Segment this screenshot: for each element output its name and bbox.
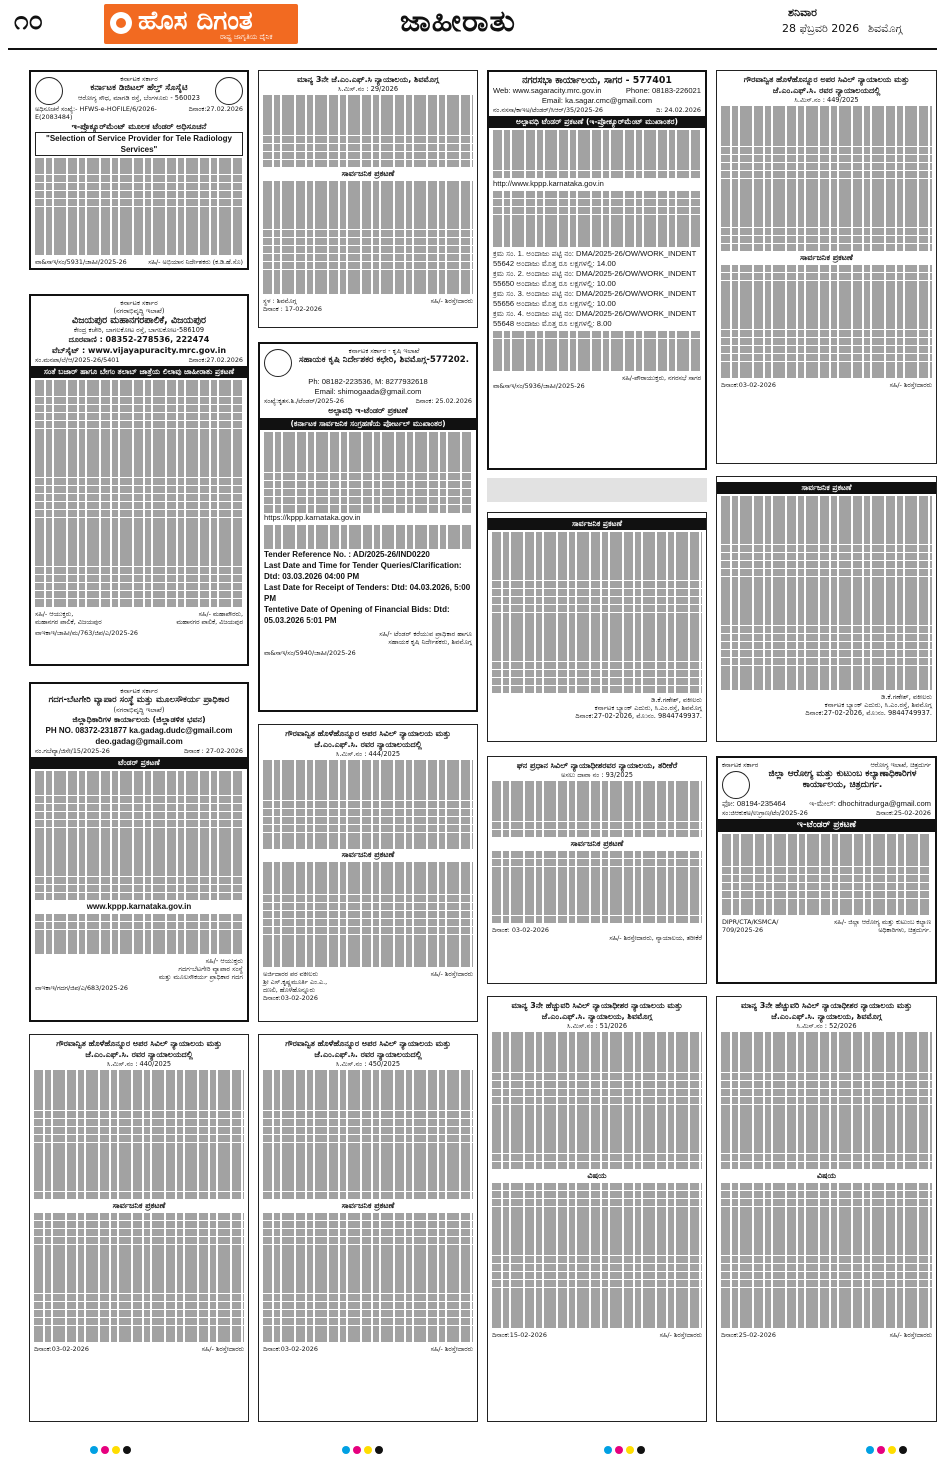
issue-date: 28 ಫೆಬ್ರವರಿ 2026 <box>782 22 860 35</box>
ad-org-right: ಆರೋಗ್ಯ ಇಲಾಖೆ, ಚಿತ್ರದುರ್ಗ <box>870 761 931 769</box>
registration-marks <box>90 1446 131 1454</box>
court-name: ಮಾನ್ಯ 3ನೇ ಹೆಚ್ಚುವರಿ ಸಿವಿಲ್ ನ್ಯಾಯಾಧೀಶರ ನ್ಯಾಯಾಲಯ ಮತ್ತು ಜೆ.ಎಂ.ಎಫ್.ಸಿ. ನ್ಯಾಯಾಲಯ, ಶಿವಮೊಗ್ಗ <box>511 1001 683 1021</box>
case-number: ಸಿ.ಮಿಸ್.ನಂ : 51/2026 <box>566 1022 628 1030</box>
case-number: ಸಿ.ಮಿಸ್.ನಂ : 29/2026 <box>337 85 399 93</box>
ad-org: ಕರ್ನಾಟಕ ಸರ್ಕಾರ - ಕೃಷಿ ಇಲಾಖೆ <box>348 347 420 355</box>
registration-marks <box>604 1446 645 1454</box>
court-notice-449 <box>716 70 937 464</box>
health-society-ad <box>29 70 249 270</box>
notice-heading: ಸಾರ್ವಜನಿಕ ಪ್ರಕಟಣೆ <box>717 482 936 494</box>
court-name: ಗೌರವಾನ್ವಿತ ಹೊಳೆಹೊನ್ನೂರ ಅಪರ ಸಿವಿಲ್ ನ್ಯಾಯಾಲಯ ಮತ್ತು ಜೆ.ಎಂ.ಎಫ್.ಸಿ. ರವರ ನ್ಯಾಯಾಲಯದಲ್ಲಿ <box>285 1039 451 1059</box>
ad-org: ಕರ್ನಾಟಕ ಸರ್ಕಾರ <box>120 75 158 83</box>
ad-ref: ನಂ.ಗಬೆವ್ಯಾ/ಜಿಸೇ/15/2025-26 <box>35 747 110 756</box>
ad-portal: http://www.kppp.karnataka.gov.in <box>493 178 604 188</box>
ad-body <box>35 158 243 255</box>
notice-sign: ಸಹಿ/- ಶಿರಸ್ತೇದಾರರು <box>889 1330 932 1339</box>
ad-org: ಕರ್ನಾಟಕ ಸರ್ಕಾರ <box>120 299 158 307</box>
notice-date: ದಿನಾಂಕ: 03-02-2026 <box>492 926 549 935</box>
ad-ref-date: ದಿನಾಂಕ:27.02.2026 <box>188 356 243 365</box>
issue-day: ಶನಿವಾರ <box>788 6 817 19</box>
ad-title: ಜಿಲ್ಲಾ ಆರೋಗ್ಯ ಮತ್ತು ಕುಟುಂಬ ಕಲ್ಯಾಣಾಧಿಕಾರಿಗಳ ಕಾರ್ಯಾಲಯ, ಚಿತ್ರದುರ್ಗ. <box>768 769 917 791</box>
court-notice-51 <box>487 996 707 1422</box>
ad-email: Email: ka.sagar.cmc@gmail.com <box>541 96 653 105</box>
notice-sign: ಡಿ.ಕೆ.ಗಣೇಶ್, ವಕೀಲರು <box>881 692 932 701</box>
case-number: ಸಿ.ಮಿಸ್.ನಂ : 52/2026 <box>796 1022 857 1030</box>
notice-heading: ಸಾರ್ವಜನಿಕ ಪ್ರಕಟಣೆ <box>488 518 706 530</box>
society-logo-icon <box>215 77 243 105</box>
ad-address: ಆರೋಗ್ಯ ಸೌಧ, ಮಾಗಡಿ ರಸ್ತೆ, ಬೆಂಗಳೂರು - 560023 <box>78 94 200 103</box>
notice-sign: ಡಿ.ಕೆ.ಗಣೇಶ್, ವಕೀಲರು <box>651 696 702 705</box>
registration-marks <box>342 1446 383 1454</box>
ad-org: ಕರ್ನಾಟಕ ಸರ್ಕಾರ <box>722 761 759 769</box>
ad-phone: ದೂರವಾಣಿ : 08352-278536, 222474 <box>68 335 210 345</box>
notice-heading: ಸಾರ್ವಜನಿಕ ಪ್ರಕಟಣೆ <box>112 1200 166 1210</box>
agriculture-ad <box>258 342 478 712</box>
notice-sign: ಸಹಿ/- ಶಿರಸ್ತೇದಾರರು <box>430 296 473 305</box>
lawyer-name: ಶ್ರೀ ಎಸ್.ಕೃಷ್ಣಮೂರ್ತಿ ಎಂ.ಎ., <box>263 977 328 986</box>
case-number: ಅಸಲು ದಾವಾ ನಂ : 93/2025 <box>561 771 633 779</box>
ad-ref: ಸಂ:ಜಿಆಕುಕಅ/ಉಗ್ರಾಣ/ಟೆಂ/2025-26 <box>722 809 808 818</box>
brand-name: ಹೊಸ ದಿಗಂತ <box>138 6 253 36</box>
ad-signatory: ಸಹಿ/- ಅಭಿಯಾನ ನಿರ್ದೇಶಕರು (ಕ.ಡಿ.ಹೆ.ಸೊ) <box>148 258 243 266</box>
ad-email: Email: shimogaada@gmail.com <box>314 387 422 396</box>
ad-footer-ref: ವಾ&ಸಾಇ/ಸಂ/5931/ಜಾಹೀ/2025-26 <box>35 258 127 266</box>
lawyer-label: ಅರ್ಜಿದಾರರ ಪರ ವಕೀಲರು <box>263 969 318 978</box>
ad-sign-3: ಮತ್ತು ಮೂಲಸೌಕರ್ಯ ಪ್ರಾಧಿಕಾರ ಗದಗ <box>158 972 243 981</box>
ad-title: ಕರ್ನಾಟಕ ಡಿಜಿಟಲ್ ಹೆಲ್ತ್ ಸೊಸೈಟಿ <box>90 83 188 94</box>
notice-heading: ವಿಷಯ <box>816 1170 837 1180</box>
tender-receipt-date: Last Date for Receipt of Tenders: Dtd: 04.03.2026, 5:00 PM <box>264 583 471 604</box>
notice-address: ಕರ್ನಾಟಕ ಬ್ಯಾಂಕ್ ಎದುರು, ಸಿ.ಎಂ.ರಸ್ತೆ, ಶಿವಮೊಗ್ಗ <box>824 700 932 709</box>
ad-band: ಟೆಂಡರ್ ಪ್ರಕಟಣೆ <box>31 757 247 769</box>
tender-opening-date: Tentetive Date of Opening of Financial Bids: Dtd: 05.03.2026 5:01 PM <box>264 605 450 626</box>
notice-sign: ಸಹಿ/- ಶಿರಸ್ತೇದಾರರು <box>659 1330 702 1339</box>
court-name: ಘನ ಪ್ರಧಾನ ಸಿವಿಲ್ ನ್ಯಾಯಾಧೀಶರವರ ನ್ಯಾಯಾಲಯ, ತರೀಕೆರೆ <box>516 761 678 770</box>
ad-band: ಅಲ್ಪಾವಧಿ ಟೆಂಡರ್ ಪ್ರಕಟಣೆ (ಇ-ಪ್ರೋಕ್ಯೂರ್‌ಮೆಂಟ್ ಮುಖಾಂತರ) <box>489 116 705 128</box>
court-name: ಮಾನ್ಯ 3ನೇ ಹೆಚ್ಚುವರಿ ಸಿವಿಲ್ ನ್ಯಾಯಾಧೀಶರ ನ್ಯಾಯಾಲಯ ಮತ್ತು ಜೆ.ಎಂ.ಎಫ್.ಸಿ. ನ್ಯಾಯಾಲಯ, ಶಿವಮೊಗ್ಗ <box>741 1001 912 1021</box>
sagar-tender-ad <box>487 70 707 470</box>
ad-phone: PH NO. 08372-231877 ka.gadag.dudc@gmail.com <box>45 726 233 736</box>
brand-tagline: ರಾಷ್ಟ್ರ ಜಾಗೃತಿಯ ದೈನಿಕ <box>220 33 273 41</box>
government-emblem-icon <box>35 77 63 105</box>
public-notice-bank <box>487 512 707 742</box>
ad-headline: ಸಂತೆ ಬಜಾರ್ ಹಾಗೂ ಬೇಗಂ ತಲಾಬ್ ಜಾತ್ರೆಯ ಲಿಲಾವು ಜಾಹೀರಾತು ಪ್ರಕಟಣೆ <box>31 366 247 378</box>
notice-date: ದಿನಾಂಕ:03-02-2026 <box>263 993 318 1002</box>
case-number: ಸಿ.ಮಿಸ್.ನಂ : 444/2025 <box>335 750 401 758</box>
ad-ref-date: ದಿ: 24.02.2026 <box>656 106 701 114</box>
registration-marks <box>866 1446 907 1454</box>
court-notice-tarikere <box>487 756 707 984</box>
ad-ref-date: ದಿನಾಂಕ:25-02-2026 <box>876 809 931 818</box>
ad-sign: ಸಹಿ/-ಪೌರಾಯುಕ್ತರು, ನಗರಸಭೆ ಸಾಗರ <box>621 373 701 382</box>
notice-heading: ಸಾರ್ವಜನಿಕ ಪ್ರಕಟಣೆ <box>341 850 395 860</box>
tender-item: ಕ್ರಮ ಸಂ. 2. ಅಂದಾಜು ಪಟ್ಟಿ ನಂ: DMA/2025-26/OW/WORK_INDENT 55650 ಅಂದಾಜು ಮೊತ್ತ ರೂ ಲಕ್ಷಗಳಲ್ಲಿ: 10.00 <box>493 268 697 288</box>
ad-org: ಕರ್ನಾಟಕ ಸರ್ಕಾರ <box>120 687 158 695</box>
blank-ad-space <box>487 478 707 502</box>
vijayapura-ad <box>29 294 249 666</box>
court-name: ಮಾನ್ಯ 3ನೇ ಜೆ.ಎಂ.ಎಫ್.ಸಿ ನ್ಯಾಯಾಲಯ, ಶಿವಮೊಗ್ಗ <box>297 75 439 84</box>
notice-date: ದಿನಾಂಕ : 17-02-2026 <box>263 304 322 313</box>
ad-ref: ಸಂ.ಮನಪಾ/ಲೆ/ಆ/2025-26/5401 <box>35 356 120 365</box>
notice-date: ದಿನಾಂಕ:15-02-2026 <box>492 1330 547 1339</box>
ad-ref: ಅಧಿಸೂಚನೆ ಸಂಖ್ಯೆ:- HFWS-e-HOFILE/6/2026-E(2083484) <box>35 105 157 122</box>
brand-logo <box>104 4 298 44</box>
government-emblem-icon <box>264 349 292 377</box>
ad-sign-right: ಸಹಿ/- ಮಹಾಪೌರರು, <box>198 609 243 618</box>
ad-sign: ಸಹಿ/- ಆಯುಕ್ತರು <box>205 956 243 965</box>
case-number: ಸಿ.ಮಿಸ್.ನಂ : 440/2025 <box>106 1060 172 1068</box>
notice-sign: ಸಹಿ/- ಶಿರಸ್ತೇದಾರರು <box>201 1344 244 1353</box>
ad-body <box>35 380 243 606</box>
ad-sign-right-2: ಮಹಾನಗರ ಪಾಲಿಕೆ, ವಿಜಯಪುರ <box>176 617 243 626</box>
tender-item: ಕ್ರಮ ಸಂ. 4. ಅಂದಾಜು ಪಟ್ಟಿ ನಂ: DMA/2025-26/OW/WORK_INDENT 55648 ಅಂದಾಜು ಮೊತ್ತ ರೂ ಲಕ್ಷಗಳಲ್ಲಿ: 8.00 <box>493 308 697 328</box>
ad-title: ಗದಗ-ಬೆಟಗೇರಿ ವ್ಯಾಪಾರ ಸಂಸ್ಥೆ ಮತ್ತು ಮೂಲಸೌಕರ್ಯ ಪ್ರಾಧಿಕಾರ <box>48 695 230 706</box>
page-number: ೧೦ <box>14 6 44 36</box>
lawyer-place: ದಣಲಿ, ಹೊಳೆಹೊನ್ನೂರು <box>263 985 315 994</box>
notice-sign: ಸಹಿ/- ಶಿರಸ್ತೇದಾರರು, ನ್ಯಾಯಾಲಯ, ತರೀಕೆರೆ <box>609 934 702 943</box>
chitradurga-health-ad <box>716 756 937 984</box>
court-name: ಗೌರವಾನ್ವಿತ ಹೊಳೆಹೊನ್ನೂರ ಅಪರ ಸಿವಿಲ್ ನ್ಯಾಯಾಲಯ ಮತ್ತು ಜೆ.ಎಂ.ಎಫ್.ಸಿ. ರವರ ನ್ಯಾಯಾಲಯದಲ್ಲಿ <box>743 75 910 95</box>
ad-sign: ಸಹಿ/- ಜಿಲ್ಲಾ ಆರೋಗ್ಯ ಮತ್ತು ಕುಟುಂಬ ಕಲ್ಯಾಣ ಅಧಿಕಾರಿಗಳು, ಚಿತ್ರದುರ್ಗ. <box>834 917 931 934</box>
court-notice-29 <box>258 70 478 328</box>
court-name: ಗೌರವಾನ್ವಿತ ಹೊಳೆಹೊನ್ನೂರ ಅಪರ ಸಿವಿಲ್ ನ್ಯಾಯಾಲಯ ಮತ್ತು ಜೆ.ಎಂ.ಎಫ್.ಸಿ. ರವರ ನ್ಯಾಯಾಲಯದಲ್ಲಿ <box>285 729 451 749</box>
sun-logo-icon <box>110 12 132 34</box>
tender-clarification-date: Last Date and Time for Tender Queries/Clarification: Dtd: 03.03.2026 04:00 PM <box>264 561 462 582</box>
notice-heading: ಸಾರ್ವಜನಿಕ ಪ್ರಕಟಣೆ <box>341 168 395 178</box>
ad-sign-2: ಸಹಾಯಕ ಕೃಷಿ ನಿರ್ದೇಶಕರು, ಶಿವಮೊಗ್ಗ <box>388 638 472 647</box>
section-title: ಜಾಹೀರಾತು <box>400 4 516 39</box>
ad-website: ವೆಬ್‌ಸೈಟ್ : www.vijayapuracity.mrc.gov.in <box>51 346 227 356</box>
tender-item: ಕ್ರಮ ಸಂ. 3. ಅಂದಾಜು ಪಟ್ಟಿ ನಂ: DMA/2025-26/OW/WORK_INDENT 55656 ಅಂದಾಜು ಮೊತ್ತ ರೂ ಲಕ್ಷಗಳಲ್ಲಿ: 10.00 <box>493 288 697 308</box>
notice-heading: ಸಾರ್ವಜನಿಕ ಪ್ರಕಟಣೆ <box>341 1200 395 1210</box>
government-emblem-icon <box>722 771 750 799</box>
tender-ref: Tender Reference No. : AD/2025-26/IND0220 <box>264 550 430 560</box>
gadag-ad <box>29 682 249 1022</box>
ad-website: Web: www.sagaracity.mrc.gov.in <box>493 86 602 95</box>
public-notice-col4 <box>716 476 937 742</box>
court-notice-440 <box>29 1034 249 1422</box>
ad-office: ಜಿಲ್ಲಾಧಿಕಾರಿಗಳ ಕಾರ್ಯಾಲಯ (ಜಿಲ್ಲಾಡಳಿತ ಭವನ) <box>72 715 206 725</box>
ad-sign-2: ಗದಗ-ಬೆಟಗೇರಿ ವ್ಯಾಪಾರ ಸಂಸ್ಥೆ <box>178 964 243 973</box>
ad-phone: ಫೋ: 08194-235464 <box>722 799 786 809</box>
ad-subtitle: (ನಗರಾಭಿವೃದ್ಧಿ ಇಲಾಖೆ) <box>113 706 165 715</box>
notice-date: ದಿನಾಂಕ:03-02-2026 <box>721 380 776 389</box>
case-number: ಸಿ.ಮಿಸ್.ನಂ : 449/2025 <box>794 96 859 104</box>
ad-subtitle: (ನಗರಾಭಿವೃದ್ಧಿ ಇಲಾಖೆ) <box>113 307 165 316</box>
ad-ref: ಸಂಖ್ಯೆ:ಕೃತಸ.ಶಿ./ಟೆಂಡರ್/2025-26 <box>264 397 344 405</box>
notice-place: ಸ್ಥಳ : ಶಿವಮೊಗ್ಗ <box>263 296 297 305</box>
notice-sign: ಸಹಿ/- ಶಿರಸ್ತೇದಾರರು <box>430 969 473 978</box>
page-header <box>0 0 945 52</box>
ad-website: www.kppp.karnataka.gov.in <box>86 901 192 911</box>
edition-city: ಶಿವಮೊಗ್ಗ <box>868 22 903 35</box>
ad-website: https://kppp.karnataka.gov.in <box>264 513 361 523</box>
ad-title: ಸಹಾಯಕ ಕೃಷಿ ನಿರ್ದೇಶಕರ ಕಛೇರಿ, ಶಿವಮೊಗ್ಗ-577202. <box>298 355 470 366</box>
ad-footer-ref: ವಾ&ಸಾಇ/ಸಂ/5940/ಜಾಹೀ/2025-26 <box>264 649 356 658</box>
court-notice-52 <box>716 996 937 1422</box>
ad-footer-ref: ವಾಇಕಾಇ/ಜಾಹೀ/ಮ/763/ಜಿಪ/ಎ/2025-26 <box>35 628 138 637</box>
ad-sign: ಸಹಿ/- ಟೆಂಡರ್ ಕರೆಯುವ ಪ್ರಾಧಿಕಾರ ಹಾಗೂ <box>379 630 472 639</box>
ad-body <box>35 771 243 900</box>
ad-footer-ref: ವಾಇಕಾಇ/ಗದಗ/ಜಿಪ/ಎ/683/2025-26 <box>35 983 128 992</box>
ad-ref-date: ದಿನಾಂಕ : 27-02-2026 <box>184 747 243 756</box>
ad-email: ಇ-ಮೇಲ್: dhochitradurga@gmail.com <box>809 799 931 809</box>
case-number: ಸಿ.ಮಿಸ್.ನಂ : 450/2025 <box>335 1060 401 1068</box>
ad-phone: Ph: 08182-223536, M: 8277932618 <box>308 377 428 386</box>
ad-subject: "Selection of Service Provider for Tele Radiology Services" <box>35 132 243 156</box>
ad-band: ಇ-ಟೆಂಡರ್ ಪ್ರಕಟಣೆ <box>718 819 935 832</box>
notice-date: ದಿನಾಂಕ:27-02-2026, ಮೊ:ನಂ. 9844749937. <box>575 712 702 721</box>
ad-footer-ref: DIPR/CTA/KSMCA/ 709/2025-26 <box>722 917 779 934</box>
notice-date: ದಿನಾಂಕ:03-02-2026 <box>34 1344 89 1353</box>
ad-email: deo.gadag@gmail.com <box>95 737 183 747</box>
ad-sign-left-2: ಮಹಾನಗರ ಪಾಲಿಕೆ, ವಿಜಯಪುರ <box>35 617 102 626</box>
ad-footer-ref: ವಾ&ಸಾಇ/ಸಂ/5936/ಜಾಹೀ/2025-26 <box>493 381 585 390</box>
notice-heading: ಸಾರ್ವಜನಿಕ ಪ್ರಕಟಣೆ <box>800 252 853 262</box>
notice-address: ಕರ್ನಾಟಕ ಬ್ಯಾಂಕ್ ಎದುರು, ಸಿ.ಎಂ.ರಸ್ತೆ, ಶಿವಮೊಗ್ಗ <box>594 704 702 713</box>
court-notice-444 <box>258 724 478 1022</box>
ad-notice: ಇ-ಪ್ರೊಕ್ಯೂರ್‌ಮೆಂಟ್ ಮೂಲಕ ಟೆಂಡರ್ ಅಧಿಸೂಚನೆ <box>71 122 207 132</box>
notice-heading: ವಿಷಯ <box>587 1170 607 1180</box>
notice-sign: ಸಹಿ/- ಶಿರಸ್ತೇದಾರರು <box>430 1344 473 1353</box>
tender-item: ಕ್ರಮ ಸಂ. 1. ಅಂದಾಜು ಪಟ್ಟಿ ನಂ: DMA/2025-26/OW/WORK_INDENT 55642 ಅಂದಾಜು ಮೊತ್ತ ರೂ ಲಕ್ಷಗಳಲ್ಲಿ: 14.00 <box>493 248 697 268</box>
ad-title: ನಗರಸಭಾ ಕಾರ್ಯಾಲಯ, ಸಾಗರ - 577401 <box>522 75 672 86</box>
notice-date: ದಿನಾಂಕ:03-02-2026 <box>263 1344 318 1353</box>
ad-notice: ಅಲ್ಪಾವಧಿ ಇ-ಟೆಂಡರ್ ಪ್ರಕಟಣೆ <box>328 406 408 416</box>
notice-sign: ಸಹಿ/- ಶಿರಸ್ತೇದಾರರು <box>889 380 932 389</box>
court-notice-450 <box>258 1034 478 1422</box>
court-name: ಗೌರವಾನ್ವಿತ ಹೊಳೆಹೊನ್ನೂರ ಅಪರ ಸಿವಿಲ್ ನ್ಯಾಯಾಲಯ ಮತ್ತು ಜೆ.ಎಂ.ಎಫ್.ಸಿ. ರವರ ನ್ಯಾಯಾಲಯದಲ್ಲಿ <box>56 1039 222 1059</box>
ad-ref: ನಂ.ನಸಸಾ/ಕಾಇಅ/ಟೆಂಡರ್/ಸಿಆರ್/35/2025-26 <box>493 106 603 114</box>
ad-sign-left: ಸಹಿ/- ಆಯುಕ್ತರು, <box>35 609 74 618</box>
notice-date: ದಿನಾಂಕ:25-02-2026 <box>721 1330 776 1339</box>
ad-address: ಕೇಂದ್ರ ಕಚೇರಿ, ಬಾಗಲಕೋಟ ರಸ್ತೆ, ಬಾಗಲಕೋಟ-586109 <box>73 326 205 335</box>
ad-phone: Phone: 08183-226021 <box>625 86 701 95</box>
header-rule <box>8 48 937 50</box>
notice-date: ದಿನಾಂಕ:27-02-2026, ಮೊ:ನಂ. 9844749937. <box>805 708 932 717</box>
notice-heading: ಸಾರ್ವಜನಿಕ ಪ್ರಕಟಣೆ <box>570 838 624 848</box>
ad-title: ವಿಜಯಪುರ ಮಹಾನಗರಪಾಲಿಕೆ, ವಿಜಯಪುರ <box>72 315 206 327</box>
ad-ref-date: ದಿನಾಂಕ:27.02.2026 <box>188 105 243 114</box>
ad-ref-date: ದಿನಾಂಕ: 25.02.2026 <box>415 397 472 405</box>
ad-notice-sub: (ಕರ್ನಾಟಕ ಸಾರ್ವಜನಿಕ ಸಂಗ್ರಹಣೆಯ ಪೋರ್ಟಲ್ ಮುಖಾಂತರ) <box>260 418 476 430</box>
